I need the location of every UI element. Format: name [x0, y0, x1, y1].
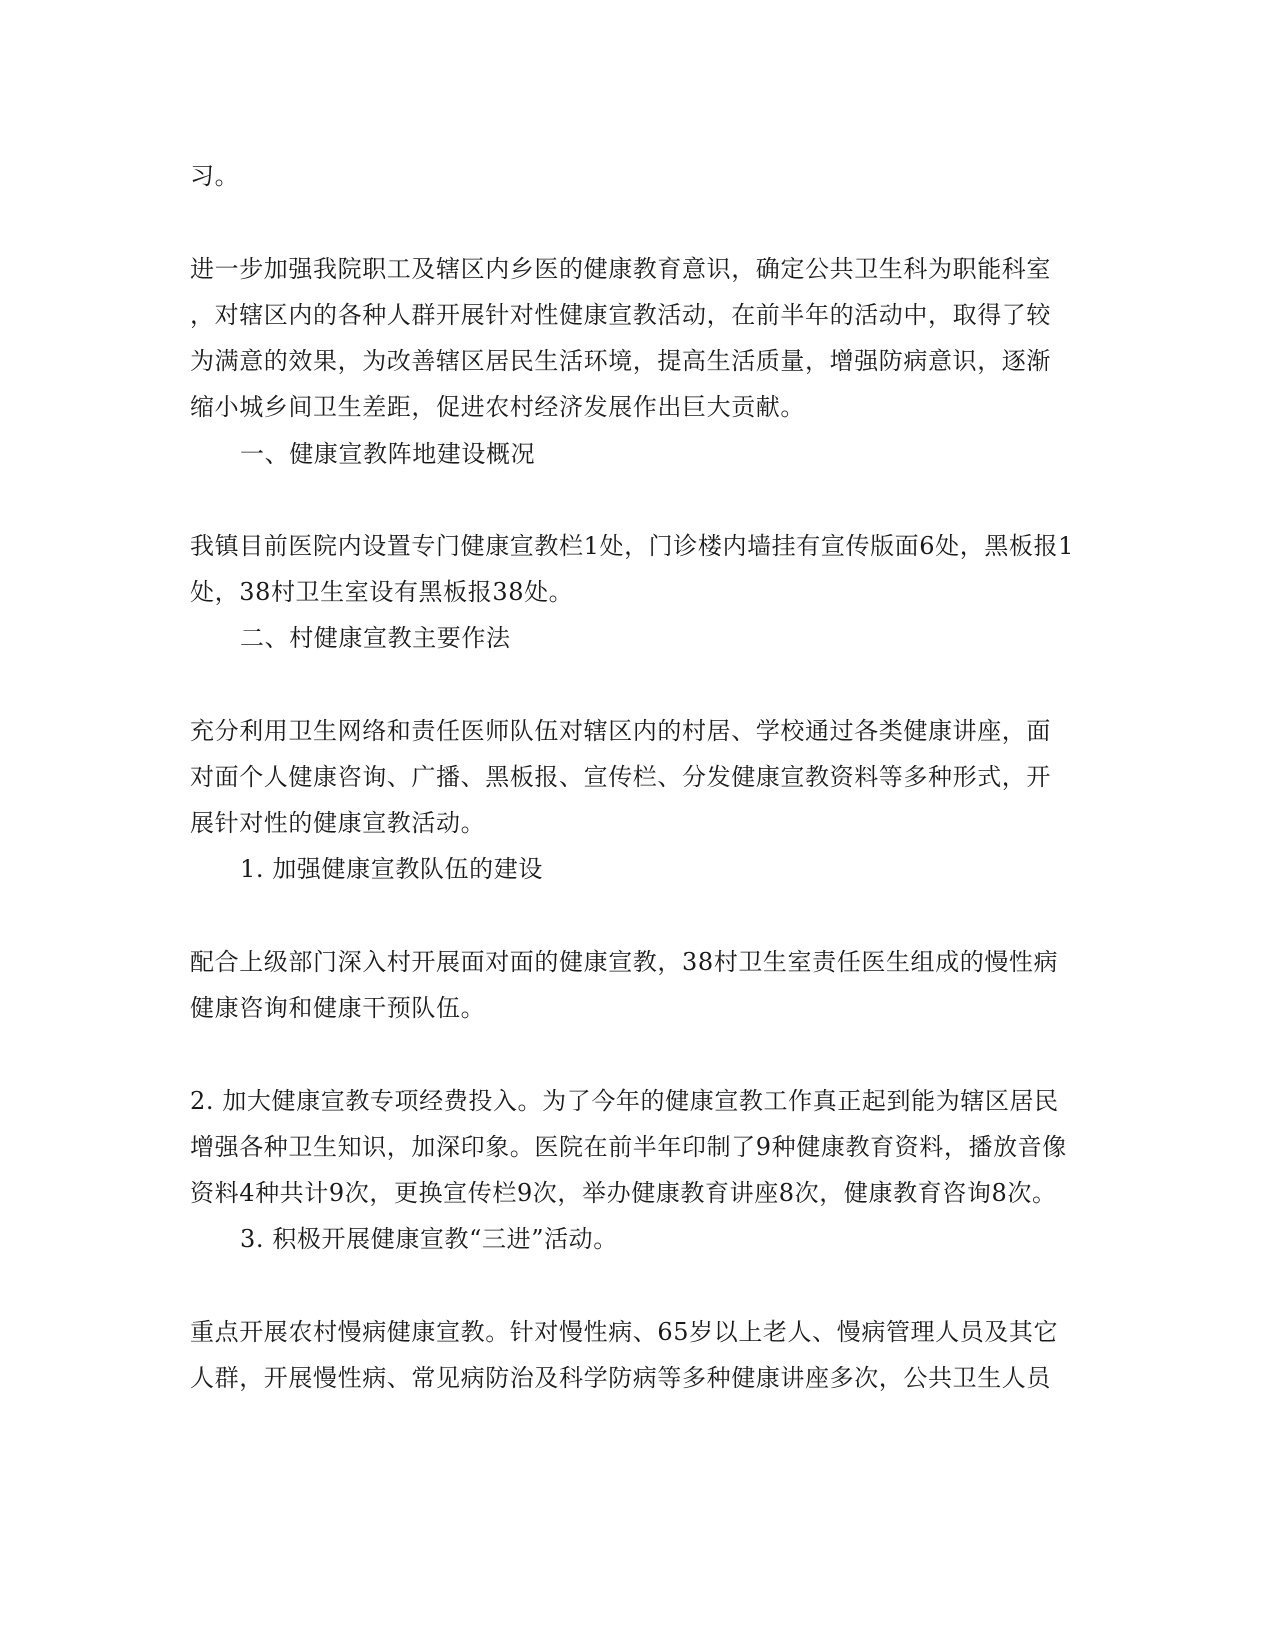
- text-line: 进一步加强我院职工及辖区内乡医的健康教育意识，确定公共卫生科为职能科室: [190, 255, 1051, 283]
- subsection-heading: 3. 积极开展健康宣教“三进”活动。: [240, 1225, 618, 1253]
- section-heading: 一、健康宣教阵地建设概况: [240, 440, 536, 468]
- text-line: 处，38村卫生室设有黑板报38处。: [190, 578, 574, 606]
- text-line: 对面个人健康咨询、广播、黑板报、宣传栏、分发健康宣教资料等多种形式，开: [190, 763, 1051, 791]
- text-line: 重点开展农村慢病健康宣教。针对慢性病、65岁以上老人、慢病管理人员及其它: [190, 1318, 1059, 1346]
- text-line: ，对辖区内的各种人群开展针对性健康宣教活动，在前半年的活动中，取得了较: [190, 301, 1051, 329]
- text-line: 健康咨询和健康干预队伍。: [190, 994, 486, 1022]
- subsection-heading: 1. 加强健康宣教队伍的建设: [240, 855, 543, 883]
- text-line: 习。: [190, 162, 240, 190]
- text-line: 配合上级部门深入村开展面对面的健康宣教，38村卫生室责任医生组成的慢性病: [190, 948, 1059, 976]
- text-line: 展针对性的健康宣教活动。: [190, 809, 486, 837]
- text-line: 2. 加大健康宣教专项经费投入。为了今年的健康宣教工作真正起到能为辖区居民: [190, 1087, 1059, 1115]
- text-line: 人群，开展慢性病、常见病防治及科学防病等多种健康讲座多次，公共卫生人员: [190, 1364, 1051, 1392]
- text-line: 增强各种卫生知识，加深印象。医院在前半年印制了9种健康教育资料，播放音像: [190, 1133, 1067, 1161]
- text-line: 我镇目前医院内设置专门健康宣教栏1处，门诊楼内墙挂有宣传版面6处，黑板报1: [190, 532, 1075, 560]
- text-line: 充分利用卫生网络和责任医师队伍对辖区内的村居、学校通过各类健康讲座，面: [190, 717, 1051, 745]
- text-line: 资料4种共计9次，更换宣传栏9次，举办健康教育讲座8次，健康教育咨询8次。: [190, 1179, 1057, 1207]
- text-line: 缩小城乡间卫生差距，促进农村经济发展作出巨大贡献。: [190, 393, 805, 421]
- section-heading: 二、村健康宣教主要作法: [240, 624, 511, 652]
- text-line: 为满意的效果，为改善辖区居民生活环境，提高生活质量，增强防病意识，逐渐: [190, 347, 1051, 375]
